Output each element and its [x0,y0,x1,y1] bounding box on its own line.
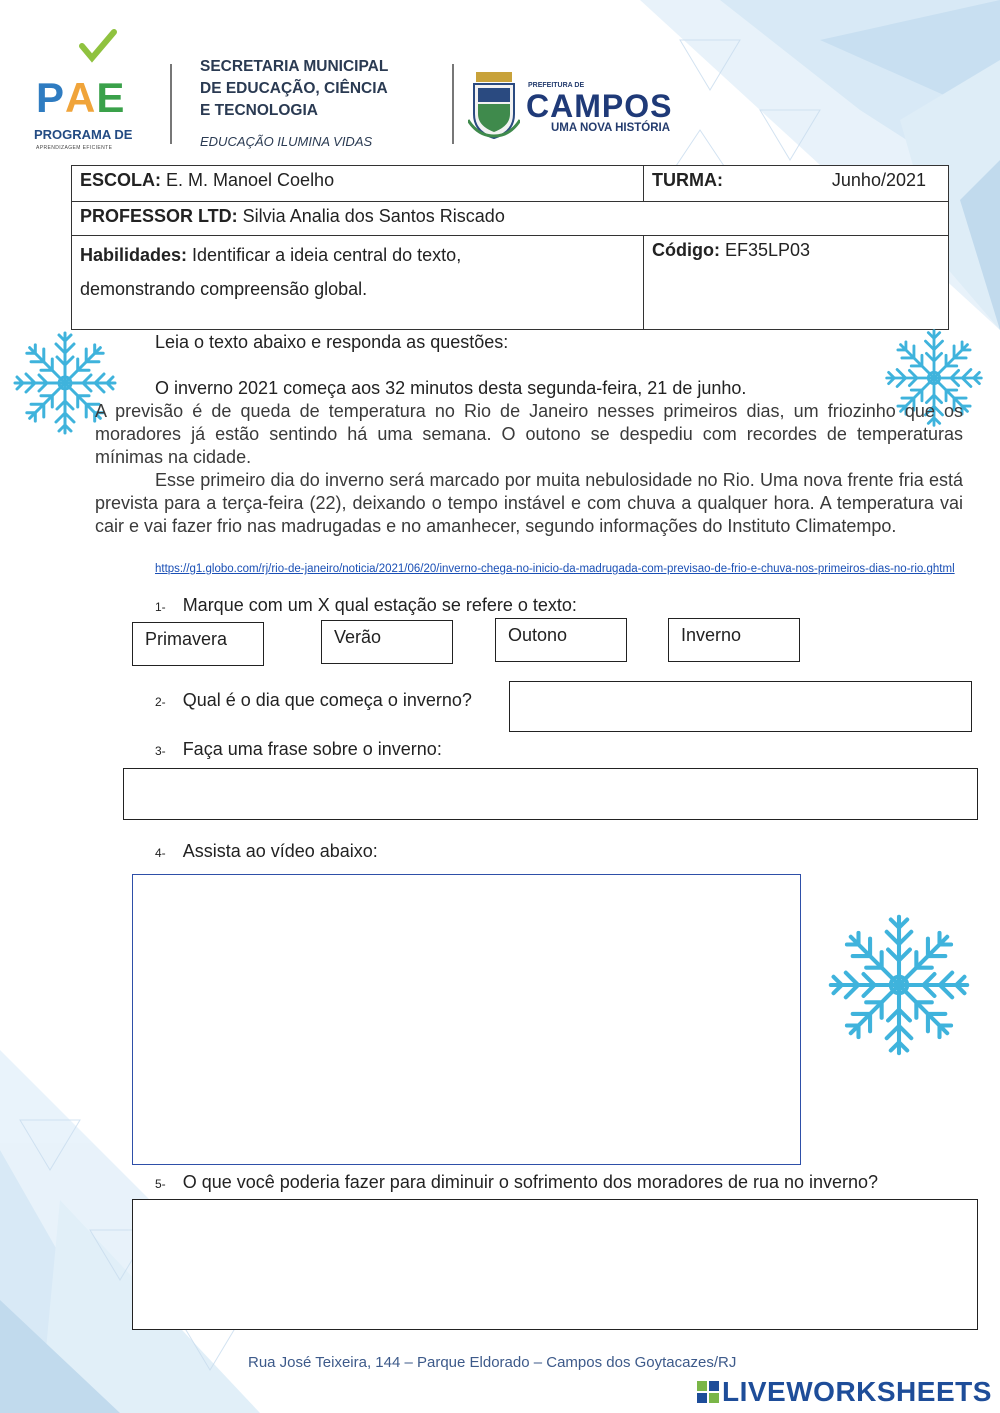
secretaria-title [200,56,440,122]
prefeitura-label: PREFEITURA DE [528,82,585,89]
option-label: Outono [508,625,568,645]
liveworksheets-text: LIVEWORKSHEETS [722,1376,992,1407]
question-1-text: Marque com um X qual estação se refere o texto: [182,595,577,615]
question-2-text: Qual é o dia que começa o inverno? [182,690,472,710]
codigo-cell [644,236,949,330]
text-paragraph-2: Esse primeiro dia do inverno será marcado por muita nebulosidade no Rio. Uma nova frente fria está prevista para a terça-feira (22), deixando o tempo instável e com chuva a qualquer hora. A temperatura vai cair e vai fazer frio nas madrugadas e no amanhecer, segundo informações do Instituto Climatempo. [95,470,963,536]
professor-cell [72,202,949,236]
pae-tagline: APRENDIZAGEM EFICIENTE [36,145,113,151]
habilidades-value-2: demonstrando compreensão global. [80,279,368,299]
secretaria-line-2: DE EDUCAÇÃO, CIÊNCIA [200,80,388,97]
question-3-number: 3- [155,744,166,758]
secretaria-line-3: E TECNOLOGIA [200,102,318,119]
question-5-number: 5- [155,1177,166,1191]
pae-letter-e: E [96,74,126,121]
option-outono[interactable] [495,618,627,662]
pae-letter-a: A [65,74,97,121]
header-divider-2 [452,64,454,144]
footer-address: Rua José Teixeira, 144 – Parque Eldorado – Campos dos Goytacazes/RJ [248,1354,737,1371]
question-5-text: O que você poderia fazer para diminuir o sofrimento dos moradores de rua no inverno? [182,1172,879,1192]
liveworksheets-brand[interactable] [696,1376,992,1408]
question-1 [155,595,577,616]
secretaria-line-1: SECRETARIA MUNICIPAL [200,58,389,75]
escola-value: E. M. Manoel Coelho [161,170,335,190]
professor-value: Silvia Analia dos Santos Riscado [237,206,505,226]
question-3-text: Faça uma frase sobre o inverno: [182,739,442,759]
text-paragraph-1: A previsão é de queda de temperatura no Rio de Janeiro nesses primeiros dias, um friozinho que os moradores já estão sentindo há uma semana. O outono se despediu com recordes de temperaturas mínimas na cidade. [95,401,963,467]
habilidades-cell [72,236,644,330]
turma-label: TURMA: [652,170,723,190]
pae-letter-p: P [36,74,66,121]
habilidades-value-1: Identificar a ideia central do texto, [187,245,462,265]
date-value: Junho/2021 [831,170,926,190]
answer-2-input[interactable] [509,681,972,732]
option-label: Inverno [681,625,742,645]
text-line-1: O inverno 2021 começa aos 32 minutos desta segunda-feira, 21 de junho. [155,378,747,398]
question-2-number: 2- [155,695,166,709]
liveworksheets-logo-icon [696,1380,720,1404]
question-3 [155,739,442,760]
option-label: Verão [334,627,382,647]
question-4-number: 4- [155,846,166,860]
pae-subtitle: PROGRAMA DE [34,127,133,142]
campos-slogan: UMA NOVA HISTÓRIA [551,122,671,134]
campos-crest-icon [468,70,520,140]
option-inverno[interactable] [668,618,800,662]
header-divider [170,64,172,144]
option-primavera[interactable] [132,622,264,666]
video-player[interactable] [132,874,801,1165]
source-link[interactable] [95,563,955,576]
option-label: Primavera [145,629,228,649]
turma-cell [644,166,949,202]
question-2 [155,690,472,711]
checkmark-icon [78,28,118,64]
habilidades-label: Habilidades: [80,245,188,265]
professor-label: PROFESSOR LTD: [80,206,238,226]
codigo-label: Código: [652,240,720,260]
source-url[interactable]: https://g1.globo.com/rj/rio-de-janeiro/noticia/2021/06/20/inverno-chega-no-inicio-da-madrugada-com-previsao-de-frio-e-chuva-nos-primeiros-dias-no-rio.ghtml [155,563,955,575]
snowflake-icon [824,910,974,1060]
codigo-value: EF35LP03 [719,240,811,260]
pae-logo [36,74,125,122]
answer-5-input[interactable] [132,1199,978,1330]
escola-cell [72,166,644,202]
secretaria-slogan: EDUCAÇÃO ILUMINA VIDAS [200,134,373,149]
option-verao[interactable] [321,620,453,664]
info-table [71,165,949,330]
question-1-number: 1- [155,600,166,614]
question-4-text: Assista ao vídeo abaixo: [182,841,378,861]
question-5 [155,1172,878,1193]
question-4 [155,841,378,862]
campos-name: CAMPOS [526,88,673,124]
answer-3-input[interactable] [123,768,978,820]
instruction-text: Leia o texto abaixo e responda as questões: [155,332,509,352]
escola-label: ESCOLA: [80,170,161,190]
